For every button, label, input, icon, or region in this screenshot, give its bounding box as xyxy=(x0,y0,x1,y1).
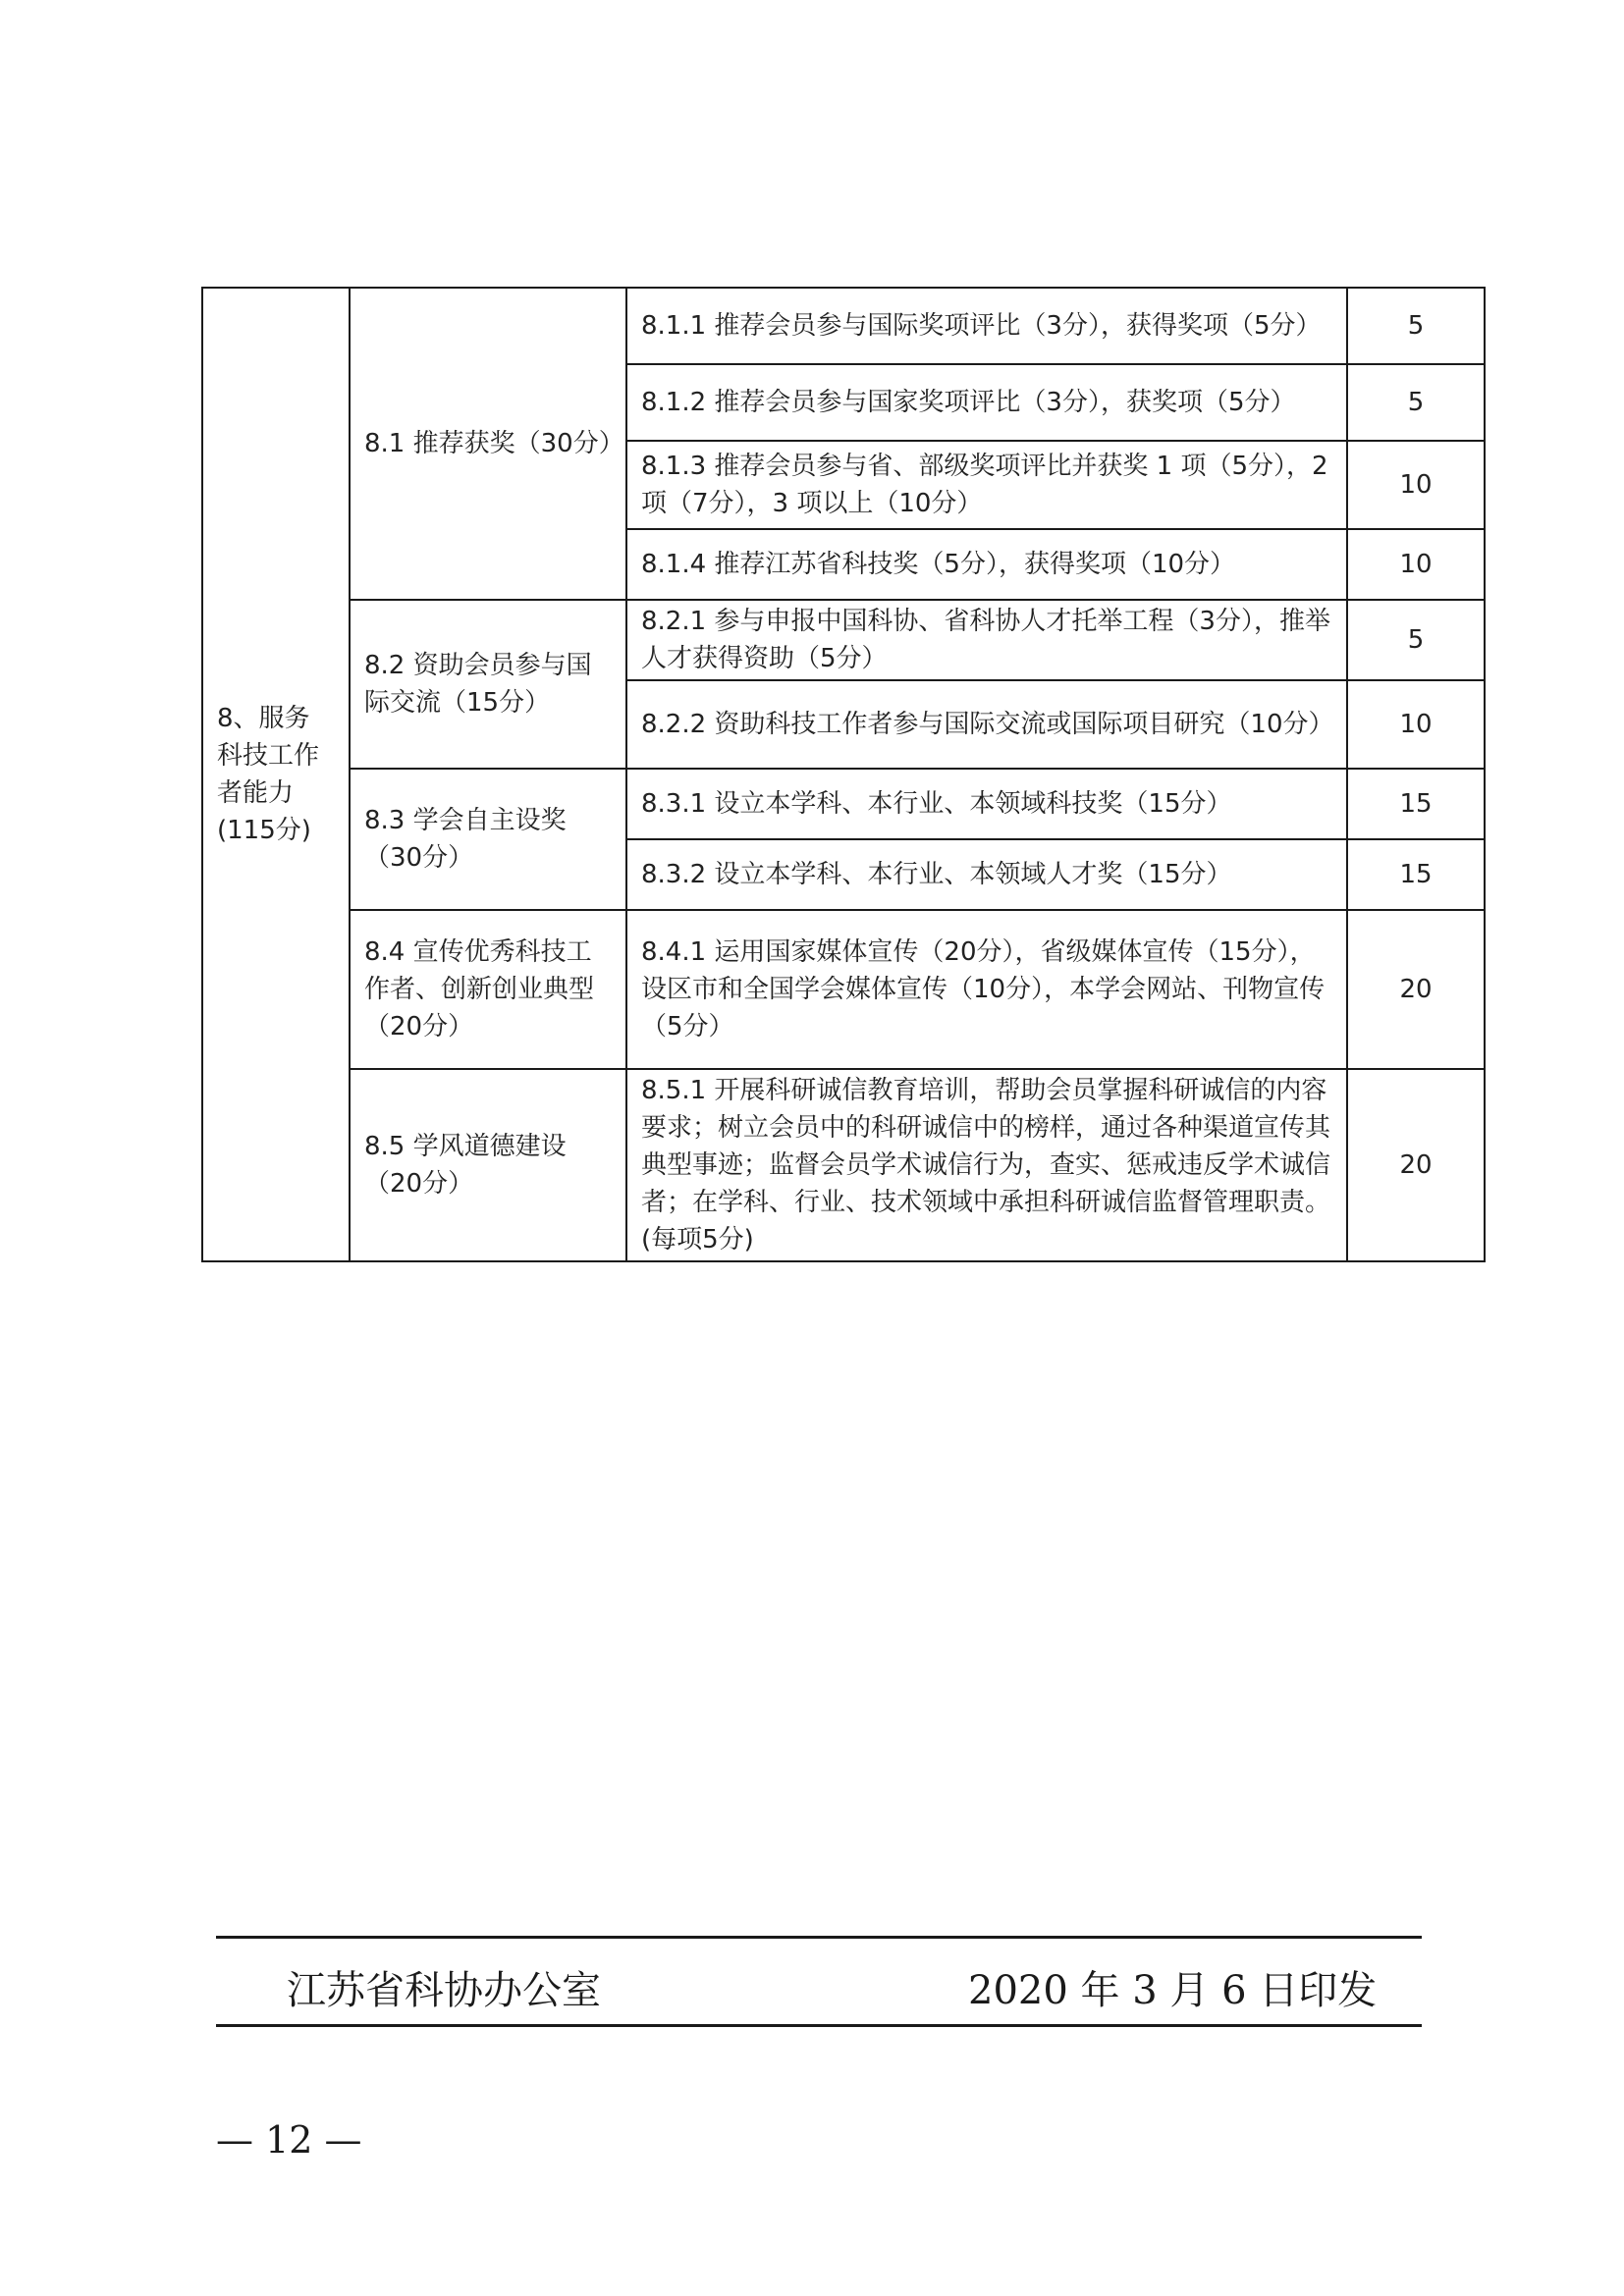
table-row xyxy=(202,600,1485,680)
issuing-office: 江苏省科协办公室 xyxy=(287,1968,601,2013)
item-text-cell: 8.3.2 设立本学科、本行业、本领域人才奖（15分） xyxy=(626,839,1347,910)
item-text-cell: 8.2.2 资助科技工作者参与国际交流或国际项目研究（10分） xyxy=(626,680,1347,769)
footer-bottom-rule xyxy=(216,2024,1422,2027)
item-score-cell: 10 xyxy=(1347,680,1485,769)
table-row xyxy=(202,288,1485,364)
table-row xyxy=(202,910,1485,1069)
item-text-cell: 8.3.1 设立本学科、本行业、本领域科技奖（15分） xyxy=(626,769,1347,839)
scoring-table xyxy=(201,287,1486,1262)
item-text-cell: 8.1.4 推荐江苏省科技奖（5分），获得奖项（10分） xyxy=(626,529,1347,600)
item-text-cell: 8.5.1 开展科研诚信教育培训，帮助会员掌握科研诚信的内容要求；树立会员中的科研诚信中的榜样，通过各种渠道宣传其典型事迹；监督会员学术诚信行为，查实、惩戒违反学术诚信者；在学科、行业、技术领域中承担科研诚信监督管理职责。(每项5分) xyxy=(626,1069,1347,1261)
group-label-cell: 8.2 资助会员参与国际交流（15分） xyxy=(350,600,626,769)
table-row xyxy=(202,1069,1485,1261)
item-score-cell: 20 xyxy=(1347,1069,1485,1261)
item-score-cell: 15 xyxy=(1347,769,1485,839)
table-row xyxy=(202,769,1485,839)
item-score-cell: 10 xyxy=(1347,529,1485,600)
item-text-cell: 8.1.1 推荐会员参与国际奖项评比（3分），获得奖项（5分） xyxy=(626,288,1347,364)
group-label-cell: 8.1 推荐获奖（30分） xyxy=(350,288,626,600)
item-score-cell: 5 xyxy=(1347,364,1485,441)
item-score-cell: 5 xyxy=(1347,288,1485,364)
page-number: — 12 — xyxy=(216,2118,362,2162)
item-text-cell: 8.2.1 参与申报中国科协、省科协人才托举工程（3分），推举人才获得资助（5分） xyxy=(626,600,1347,680)
item-score-cell: 15 xyxy=(1347,839,1485,910)
item-score-cell: 5 xyxy=(1347,600,1485,680)
group-label-cell: 8.5 学风道德建设（20分） xyxy=(350,1069,626,1261)
group-label-cell: 8.4 宣传优秀科技工作者、创新创业典型（20分） xyxy=(350,910,626,1069)
item-text-cell: 8.1.2 推荐会员参与国家奖项评比（3分），获奖项（5分） xyxy=(626,364,1347,441)
category-cell: 8、服务科技工作者能力(115分) xyxy=(202,288,350,1261)
item-text-cell: 8.1.3 推荐会员参与省、部级奖项评比并获奖 1 项（5分），2 项（7分），3 项以上（10分） xyxy=(626,441,1347,529)
item-score-cell: 20 xyxy=(1347,910,1485,1069)
item-text-cell: 8.4.1 运用国家媒体宣传（20分），省级媒体宣传（15分），设区市和全国学会媒体宣传（10分），本学会网站、刊物宣传（5分） xyxy=(626,910,1347,1069)
issue-date: 2020 年 3 月 6 日印发 xyxy=(968,1968,1378,2013)
footer-top-rule xyxy=(216,1936,1422,1939)
group-label-cell: 8.3 学会自主设奖（30分） xyxy=(350,769,626,910)
item-score-cell: 10 xyxy=(1347,441,1485,529)
